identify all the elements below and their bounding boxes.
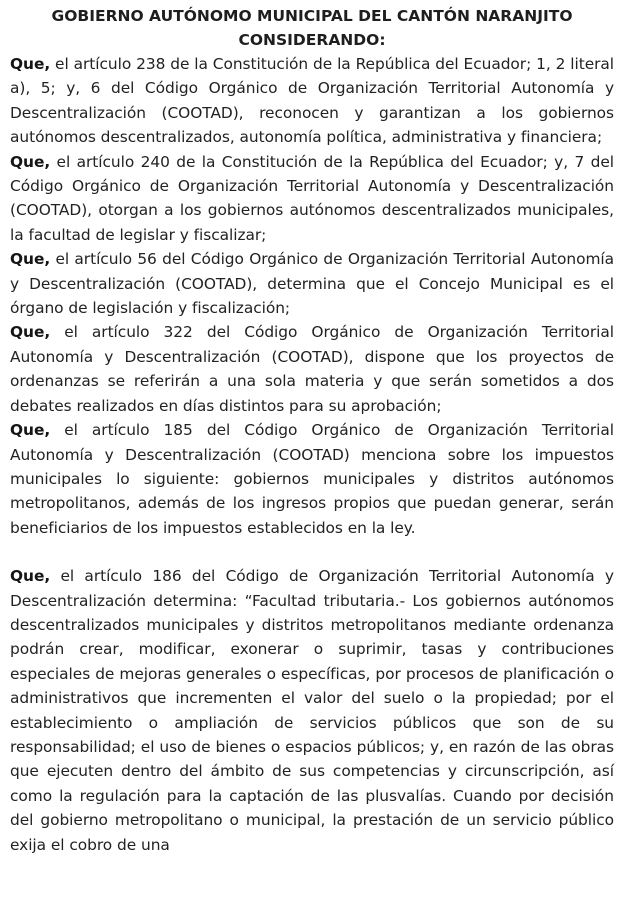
considerando-paragraph-6 (10, 564, 614, 857)
paragraph-lead: Que, (10, 567, 51, 586)
institution-heading: GOBIERNO AUTÓNOMO MUNICIPAL DEL CANTÓN NARANJITO (51, 7, 573, 25)
considerando-paragraph-5 (10, 418, 614, 540)
paragraph-text: el artículo 186 del Código de Organización Territorial Autonomía y Descentralización determina: “Facultad tributaria.- Los gobiernos autónomos descentralizados municipales y distritos metropolitanos mediante ordenanza podrán crear, modificar, exonerar o suprimir, tasas y contribuciones especiales de mejoras generales o específicas, por procesos de planificación o administrativos que incrementen el valor del suelo o la propiedad; por el establecimiento o ampliación de servicios públicos que son de su responsabilidad; el uso de bienes o espacios públicos; y, en razón de las obras que ejecuten dentro del ámbito de sus competencias y circunscripción, así como la regulación para la captación de las plusvalías. Cuando por decisión del gobierno metropolitano o municipal, la prestación de un servicio público exija el cobro de una (10, 567, 614, 854)
paragraph-text: el artículo 185 del Código Orgánico de Organización Territorial Autonomía y Descentralización (COOTAD) menciona sobre los impuestos municipales lo siguiente: gobiernos municipales y distritos autónomos metropolitanos, además de los ingresos propios que puedan generar, serán beneficiarios de los impuestos establecidos en la ley. (10, 421, 614, 537)
paragraph-lead: Que, (10, 250, 51, 269)
paragraph-lead: Que, (10, 421, 51, 440)
considerando-paragraph-3 (10, 247, 614, 320)
paragraph-lead: Que, (10, 323, 51, 342)
paragraph-text: el artículo 238 de la Constitución de la República del Ecuador; 1, 2 literal a), 5; y, 6 del Código Orgánico de Organización Territorial Autonomía y Descentralización (COOTAD), reconocen y garantizan a los gobiernos autónomos descentralizados, autonomía política, administrativa y financiera; (10, 55, 614, 147)
paragraph-text: el artículo 322 del Código Orgánico de Organización Territorial Autonomía y Descentralización (COOTAD), dispone que los proyectos de ordenanzas se referirán a una sola materia y que serán sometidos a dos debates realizados en días distintos para su aprobación; (10, 323, 614, 415)
paragraph-lead: Que, (10, 55, 51, 73)
considerando-paragraph-2 (10, 150, 614, 248)
paragraph-text: el artículo 240 de la Constitución de la República del Ecuador; y, 7 del Código Orgánico de Organización Territorial Autonomía y Descentralización (COOTAD), otorgan a los gobiernos autónomos descentralizados municipales, la facultad de legislar y fiscalizar; (10, 152, 614, 244)
considerando-paragraph-4 (10, 320, 614, 418)
paragraph-lead: Que, (10, 152, 51, 171)
paragraph-text: el artículo 56 del Código Orgánico de Organización Territorial Autonomía y Descentralización (COOTAD), determina que el Concejo Municipal es el órgano de legislación y fiscalización; (10, 250, 614, 318)
section-title: CONSIDERANDO: (238, 31, 386, 49)
considerando-paragraph-1 (10, 52, 614, 150)
